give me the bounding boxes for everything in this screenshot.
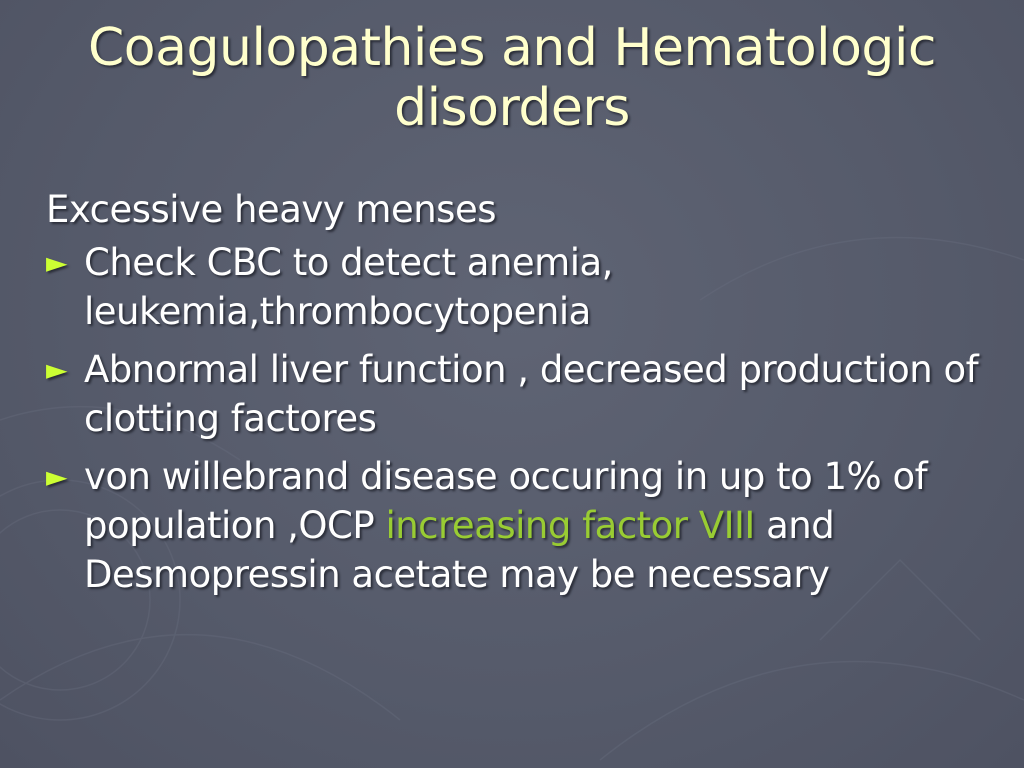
bullet-text: Check CBC to detect anemia, leukemia,thrombocytopenia [84, 241, 613, 333]
intro-line: Excessive heavy menses [46, 188, 497, 231]
bullet-arrow-icon: ► [46, 460, 68, 493]
bullet-text: Abnormal liver function , decreased production of clotting factores [84, 348, 979, 440]
bullet-item [46, 238, 996, 336]
bullet-arrow-icon: ► [46, 353, 68, 386]
bullet-item [46, 452, 996, 599]
bullet-item [46, 345, 996, 443]
slide-body [46, 185, 996, 608]
bullet-text-part: von willebrand disease occuring in up to 1% of population ,OCP [84, 455, 928, 547]
highlighted-text: increasing factor VIII [385, 504, 755, 547]
slide-title: Coagulopathies and Hematologic disorders [88, 18, 936, 138]
bullet-arrow-icon: ► [46, 246, 68, 279]
bullet-text-part: and Desmopressin acetate may be necessary [84, 504, 835, 596]
